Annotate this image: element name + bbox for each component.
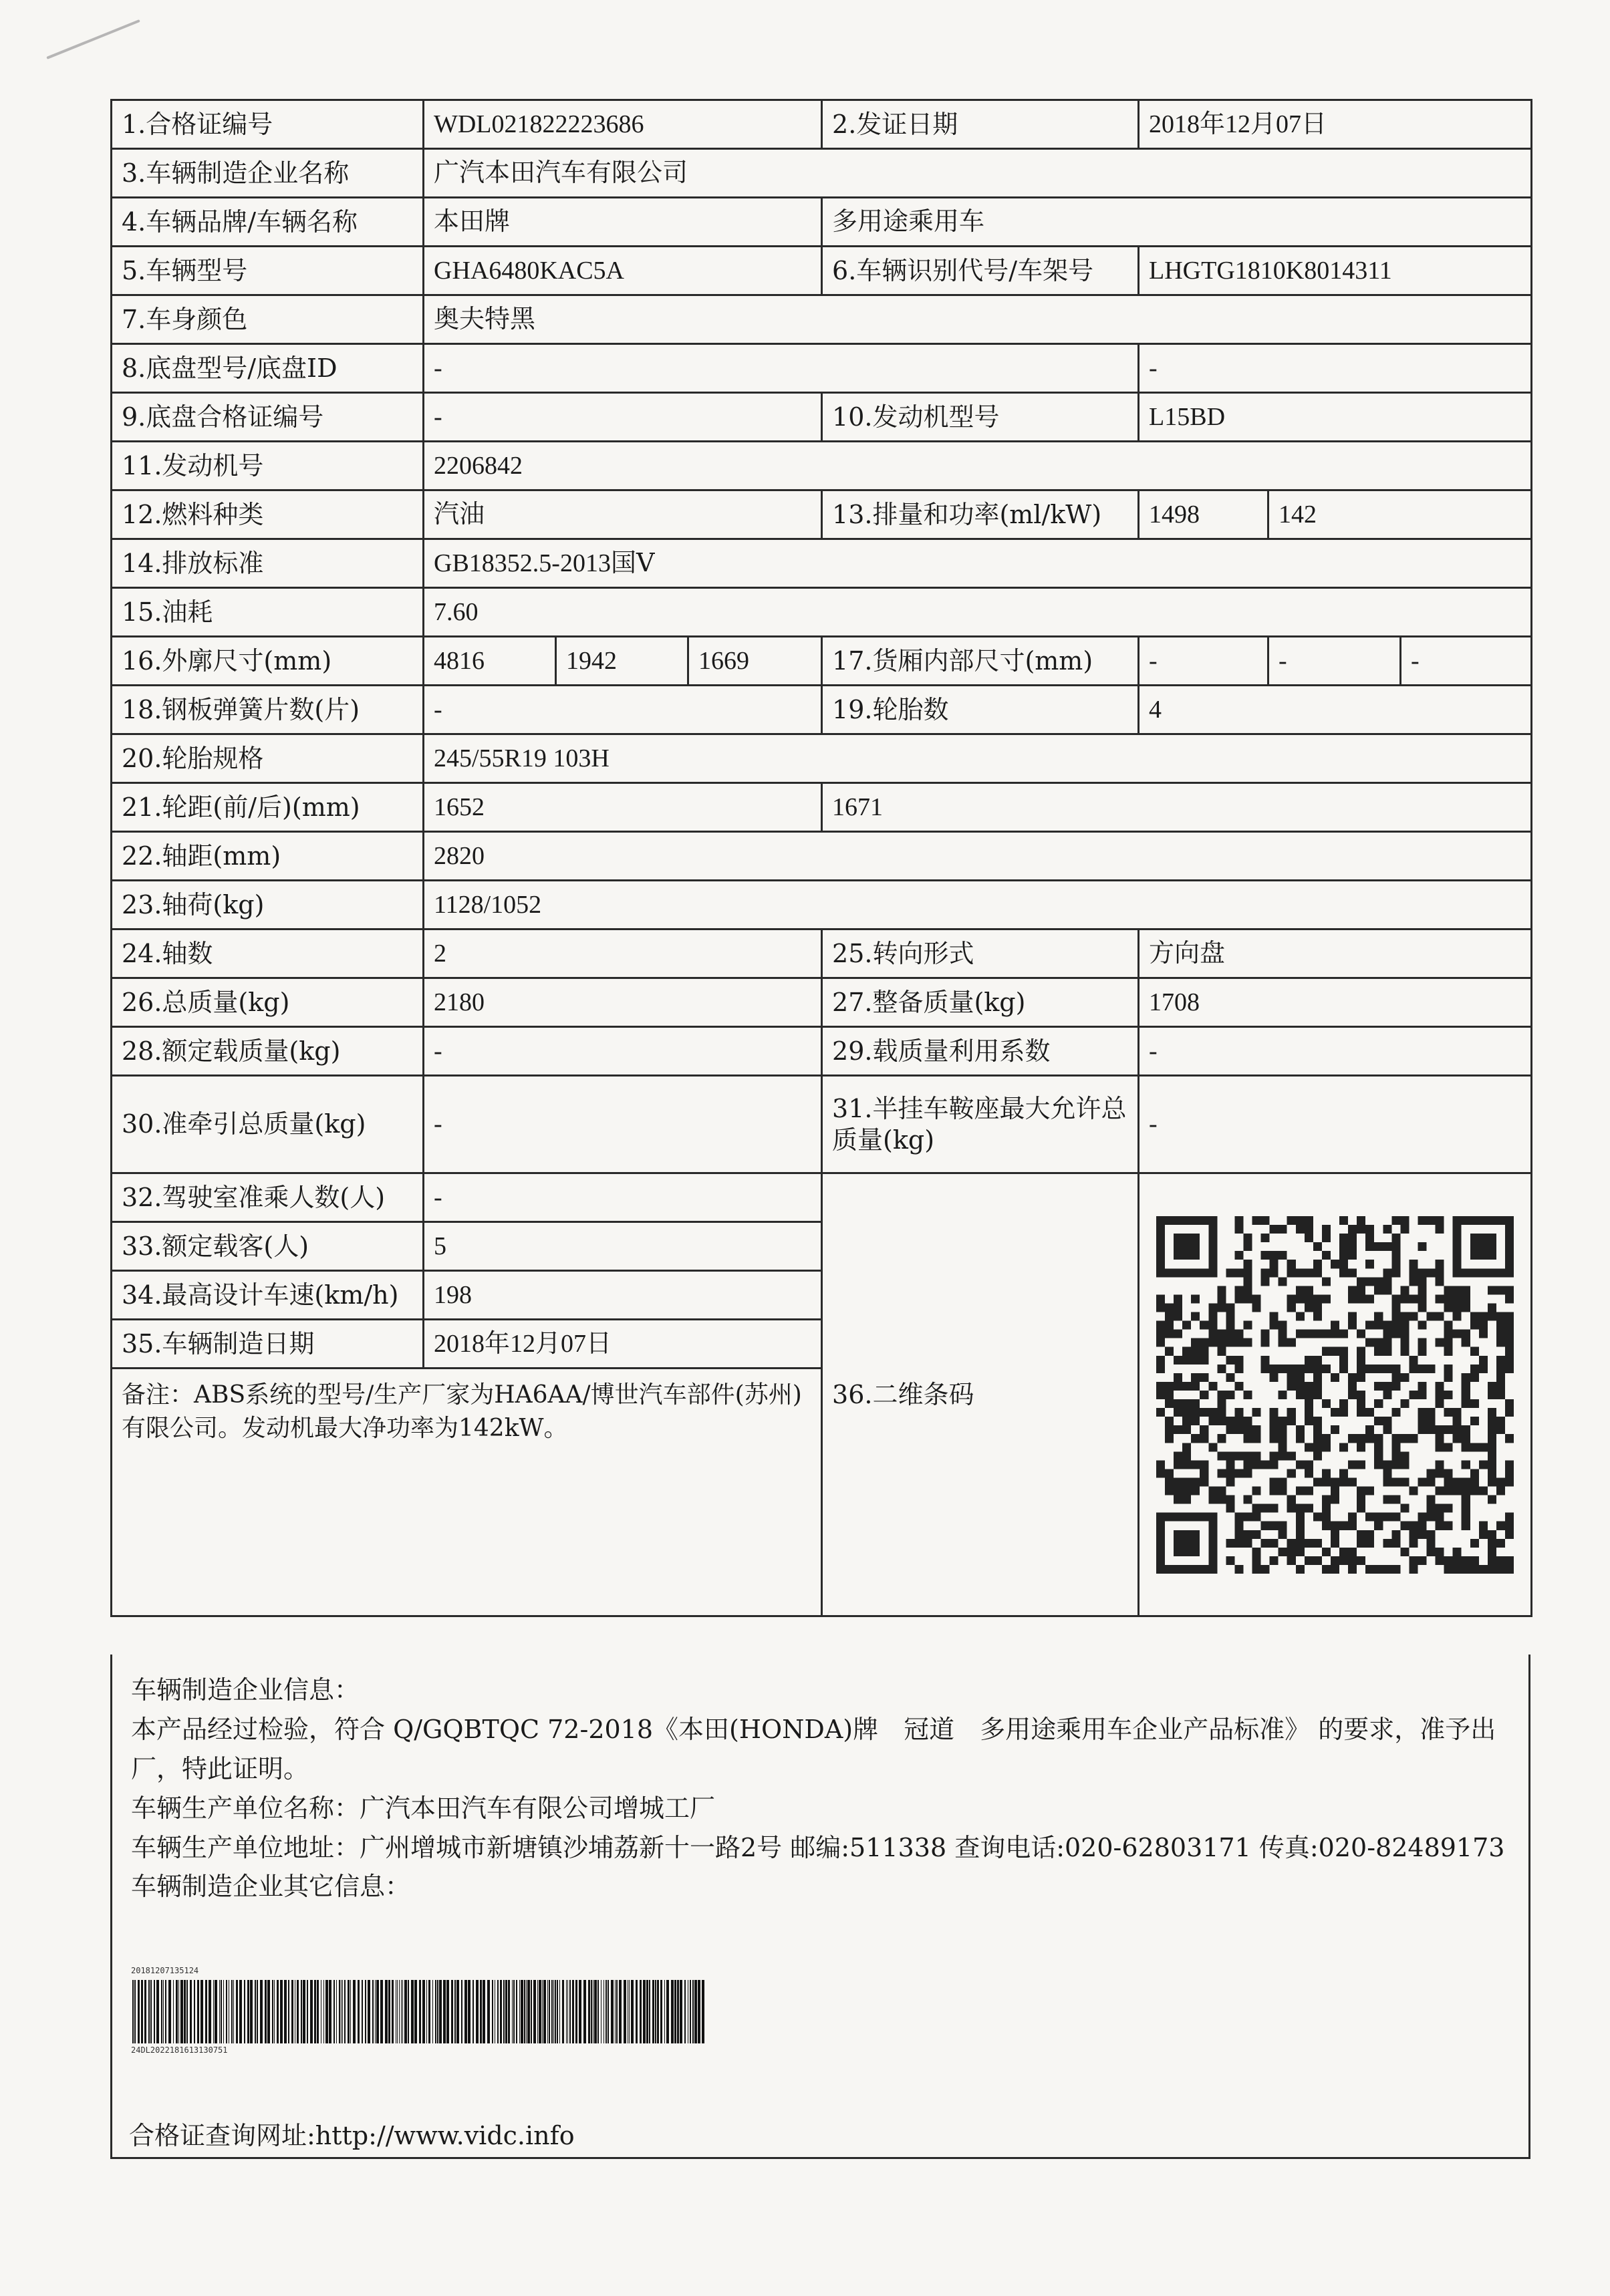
value-engine-number: 2206842 <box>424 442 1532 490</box>
barcode <box>131 1980 707 2043</box>
barcode-bottom-text: 24DL2022181613130751 <box>131 2045 228 2055</box>
value-chassis-id: - <box>1139 344 1532 393</box>
label-displacement-power: 13.排量和功率(ml/kW) <box>822 490 1139 539</box>
value-axle-load: 1128/1052 <box>424 881 1532 929</box>
label-cargo-dimensions: 17.货厢内部尺寸(mm) <box>822 637 1139 686</box>
query-url: 合格证查询网址:http://www.vidc.info <box>129 2121 575 2150</box>
label-outer-dimensions: 16.外廓尺寸(mm) <box>112 637 424 686</box>
value-model: GHA6480KAC5A <box>424 247 822 295</box>
qr-code-cell <box>1139 1173 1532 1616</box>
label-rated-load: 28.额定载质量(kg) <box>112 1027 424 1076</box>
label-fuel-type: 12.燃料种类 <box>112 490 424 539</box>
value-rated-load: - <box>424 1027 822 1076</box>
value-cargo-height: - <box>1401 637 1532 686</box>
value-cargo-width: - <box>1268 637 1401 686</box>
value-total-mass: 2180 <box>424 978 822 1027</box>
label-cert-number: 1.合格证编号 <box>112 100 424 149</box>
info-factory-address: 车辆生产单位地址：广州增城市新塘镇沙埔荔新十一路2号 邮编:511338 查询电话:020-62803171 传真:020-82489173 <box>131 1832 1505 1862</box>
value-leaf-springs: - <box>424 686 822 734</box>
value-cert-number: WDL021822223686 <box>424 100 822 149</box>
label-fuel-consumption: 15.油耗 <box>112 588 424 637</box>
label-issue-date: 2.发证日期 <box>822 100 1139 149</box>
manufacturer-info-box <box>110 1655 1530 2159</box>
value-manufacture-date: 2018年12月07日 <box>424 1320 822 1369</box>
label-body-color: 7.车身颜色 <box>112 295 424 344</box>
label-axle-load: 23.轴荷(kg) <box>112 881 424 929</box>
value-towing-mass: - <box>424 1076 822 1173</box>
label-qr-code: 36.二维条码 <box>822 1173 1139 1616</box>
value-wheelbase: 2820 <box>424 832 1532 881</box>
label-rated-passengers: 33.额定载客(人) <box>112 1222 424 1271</box>
value-issue-date: 2018年12月07日 <box>1139 100 1532 149</box>
value-body-color: 奥夫特黑 <box>424 295 1532 344</box>
value-engine-model: L15BD <box>1139 393 1532 442</box>
value-width: 1942 <box>556 637 688 686</box>
label-emission-standard: 14.排放标准 <box>112 539 424 588</box>
value-fuel-consumption: 7.60 <box>424 588 1532 637</box>
qr-code <box>1156 1216 1514 1574</box>
value-curb-mass: 1708 <box>1139 978 1532 1027</box>
label-brand-name: 4.车辆品牌/车辆名称 <box>112 198 424 247</box>
label-load-factor: 29.载质量利用系数 <box>822 1027 1139 1076</box>
qr-modules <box>1156 1216 1514 1574</box>
value-height: 1669 <box>688 637 822 686</box>
label-tire-count: 19.轮胎数 <box>822 686 1139 734</box>
value-steering: 方向盘 <box>1139 929 1532 978</box>
barcode-top-text: 20181207135124 <box>131 1966 199 1976</box>
value-chassis-cert: - <box>424 393 822 442</box>
certificate-table <box>110 99 1532 1617</box>
value-manufacturer: 广汽本田汽车有限公司 <box>424 149 1532 198</box>
label-manufacture-date: 35.车辆制造日期 <box>112 1320 424 1369</box>
label-saddle-mass: 31.半挂车鞍座最大允许总质量(kg) <box>822 1076 1139 1173</box>
label-wheelbase: 22.轴距(mm) <box>112 832 424 881</box>
value-tire-count: 4 <box>1139 686 1532 734</box>
label-model: 5.车辆型号 <box>112 247 424 295</box>
qr-code-graphic <box>1156 1216 1514 1574</box>
info-other: 车辆制造企业其它信息： <box>131 1872 411 1902</box>
value-track-front: 1652 <box>424 783 822 832</box>
label-chassis-cert: 9.底盘合格证编号 <box>112 393 424 442</box>
value-chassis-model: - <box>424 344 1139 393</box>
info-conformity-statement: 本产品经过检验，符合 Q/GQBTQC 72-2018《本田(HONDA)牌 冠道 多用途乘用车企业产品标准》 的要求，准予出厂，特此证明。 <box>131 1714 1496 1783</box>
value-vehicle-name: 多用途乘用车 <box>822 198 1532 247</box>
value-brand: 本田牌 <box>424 198 822 247</box>
value-emission-standard: GB18352.5-2013国Ⅴ <box>424 539 1532 588</box>
barcode-bars <box>132 1980 704 2043</box>
value-cargo-length: - <box>1139 637 1268 686</box>
label-engine-model: 10.发动机型号 <box>822 393 1139 442</box>
label-track: 21.轮距(前/后)(mm) <box>112 783 424 832</box>
value-track-rear: 1671 <box>822 783 1532 832</box>
value-max-speed: 198 <box>424 1271 822 1320</box>
remarks: 备注：ABS系统的型号/生产厂家为HA6AA/博世汽车部件(苏州)有限公司。发动机最大净功率为142kW。 <box>112 1369 822 1616</box>
value-vin: LHGTG1810K8014311 <box>1139 247 1532 295</box>
label-cab-seats: 32.驾驶室准乘人数(人) <box>112 1173 424 1222</box>
value-load-factor: - <box>1139 1027 1532 1076</box>
label-manufacturer: 3.车辆制造企业名称 <box>112 149 424 198</box>
value-power: 142 <box>1268 490 1532 539</box>
label-curb-mass: 27.整备质量(kg) <box>822 978 1139 1027</box>
label-leaf-springs: 18.钢板弹簧片数(片) <box>112 686 424 734</box>
label-engine-number: 11.发动机号 <box>112 442 424 490</box>
label-steering: 25.转向形式 <box>822 929 1139 978</box>
value-axle-count: 2 <box>424 929 822 978</box>
value-cab-seats: - <box>424 1173 822 1222</box>
value-fuel-type: 汽油 <box>424 490 822 539</box>
label-max-speed: 34.最高设计车速(km/h) <box>112 1271 424 1320</box>
label-chassis-model: 8.底盘型号/底盘ID <box>112 344 424 393</box>
value-saddle-mass: - <box>1139 1076 1532 1173</box>
label-total-mass: 26.总质量(kg) <box>112 978 424 1027</box>
label-axle-count: 24.轴数 <box>112 929 424 978</box>
barcode-graphic <box>131 1980 707 2043</box>
value-rated-passengers: 5 <box>424 1222 822 1271</box>
label-towing-mass: 30.准牵引总质量(kg) <box>112 1076 424 1173</box>
pen-mark <box>46 19 140 59</box>
value-displacement: 1498 <box>1139 490 1268 539</box>
info-title: 车辆制造企业信息： <box>131 1675 360 1705</box>
value-length: 4816 <box>424 637 556 686</box>
label-vin: 6.车辆识别代号/车架号 <box>822 247 1139 295</box>
info-factory-name: 车辆生产单位名称：广汽本田汽车有限公司增城工厂 <box>131 1793 716 1823</box>
value-tire-spec: 245/55R19 103H <box>424 734 1532 783</box>
label-tire-spec: 20.轮胎规格 <box>112 734 424 783</box>
